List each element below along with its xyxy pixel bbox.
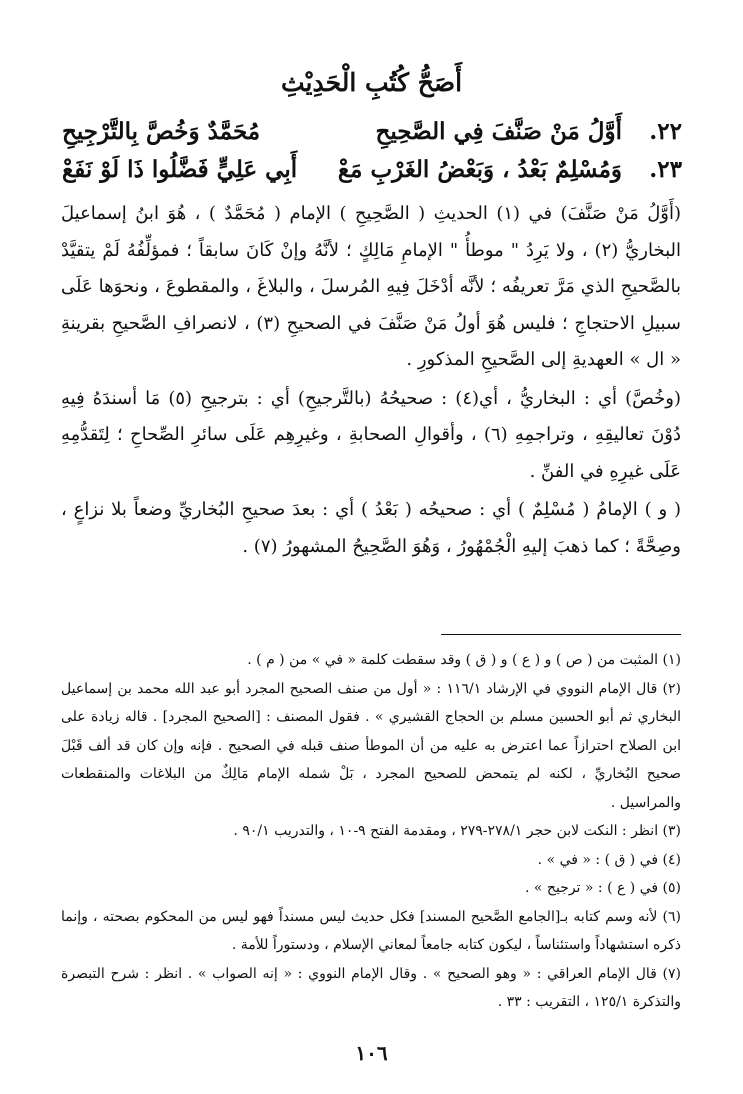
verse-number: ٢٣.	[649, 156, 682, 183]
commentary-paragraph: (وخُصَّ) أي : البخاريُّ ، أي(٤) : صحيحُهُ (بالتَّرجيحِ) أي : بترجيحِ (٥) مَا أسندَهُ فِيهِ دُوْنَ تعاليقِهِ ، وتراجمِهِ (٦) ، وأقوالِ الصحابةِ ، وغيرِهِم عَلَى سائرِ الصِّحاحِ ؛ لِتَقدُّمِهِ عَلَى غيرِهِ في الفنِّ .	[61, 387, 681, 482]
verse-number: ٢٢.	[649, 118, 682, 145]
footnotes	[61, 646, 681, 1017]
verse-first-hemistich: أَوَّلُ مَنْ صَنَّفَ فِي الصَّحِيحِ	[375, 118, 622, 145]
commentary-paragraph: ( و ) الإمامُ ( مُسْلِمٌ ) أي : صحيحُه ( بَعْدُ ) أي : بعدَ صحيحِ البُخاريِّ وضعاً بلا نزاعٍ ، وصِحَّةً ؛ كما ذهبَ إليهِ الْجُمْهُورُ ، وَهُوَ الصَّحِيحُ المشهورُ (٧) .	[61, 499, 681, 557]
footnote: (٤) في ( ق ) : « في » .	[537, 851, 681, 868]
footnote: (٣) انظر : النكت لابن حجر ٢٧٨/١-٢٧٩ ، ومقدمة الفتح ٩-١٠ ، والتدريب ٩٠/١ .	[233, 823, 681, 839]
verse-first-hemistich: وَمُسْلِمٌ بَعْدُ ، وَبَعْضُ الغَرْبِ مَعْ	[337, 156, 622, 183]
footnote: (٥) في ( ع ) : « ترجيح » .	[525, 880, 681, 896]
footnote-divider	[441, 634, 681, 635]
page-header: أَصَحُّ كُتُبِ الْحَدِيْثِ	[280, 68, 463, 97]
commentary-text	[61, 196, 681, 565]
commentary-paragraph: (أَوَّلُ مَنْ صَنَّفَ) في (١) الحديثِ ( الصَّحِيحِ ) الإمام ( مُحَمَّدٌ ) ، هُوَ ابنُ إسماعيلَ البخاريُّ (٢) ، ولا يَرِدُ " موطأُ " الإمامِ مَالِكٍ ؛ لأنَّهُ وإنْ كَانَ سابقاً ؛ فمؤلِّفُهُ لَمْ يتقيَّدْ بالصَّحيحِ الذي مَرَّ تعريفُه ؛ لأنَّه أدْخَلَ فِيهِ المُرسلَ ، والبلاغَ ، والمقطوعَ ، ونحوَها عَلَى سبيلِ الاحتجاجِ ؛ فليس هُوَ أولُ مَنْ صَنَّفَ في الصحيحِ (٣) ، لانصرافِ الصَّحيحِ بقرينةِ « ال » العهديةِ إلى الصَّحيحِ المذكورِ .	[61, 203, 682, 370]
verse-line	[62, 156, 682, 192]
footnote: (١) المثبت من ( ص ) و ( ع ) و ( ق ) وقد سقطت كلمة « في » من ( م ) .	[247, 652, 681, 668]
footnote: (٧) قال الإمام العراقي : « وهو الصحيح » . وقال الإمام النووي : « إنه الصواب » . انظر : شرح التبصرة والتذكرة ١٢٥/١ ، التقريب : ٣٣ .	[61, 965, 681, 1010]
verse-line	[62, 118, 682, 154]
page-number: ١٠٦	[355, 1041, 388, 1065]
footnote: (٦) لأنه وسم كتابه بـ[الجامع الصَّحيح المسند] فكل حديث ليس مسنداً فهو ليس من المحكوم بصحته ، وإنما ذكره استشهاداً واستئناساً ، ليكون كتابه جامعاً لمعاني الإسلام ، ودستوراً للأمة .	[61, 908, 681, 953]
footnote: (٢) قال الإمام النووي في الإرشاد ١١٦/١ : « أول من صنف الصحيح المجرد أبو عبد الله محمد بن إسماعيل البخاري ثم أبو الحسين مسلم بن الحجاج القشيري » . فقول المصنف : [الصحيح المجرد] . قاله زيادة على ابن الصلاح احترازاً عما اعترض به عليه من أن الموطأ صنف قبله في الصحيح . فإنه وإن كان قد ألف قَبْلَ صحيح البُخاريِّ ، لكنه لم يتمحض للصحيح المجرد ، بَلْ شمله الإمام مَالِكٌ من البلاغات والمنقطعات والمراسيل .	[61, 680, 681, 811]
verse-second-hemistich: أَبِي عَلِيٍّ فَضَّلُوا ذَا لَوْ نَفَعْ	[62, 156, 298, 183]
verse-second-hemistich: مُحَمَّدٌ وَخُصَّ بِالتَّرْجِيحِ	[62, 118, 261, 145]
